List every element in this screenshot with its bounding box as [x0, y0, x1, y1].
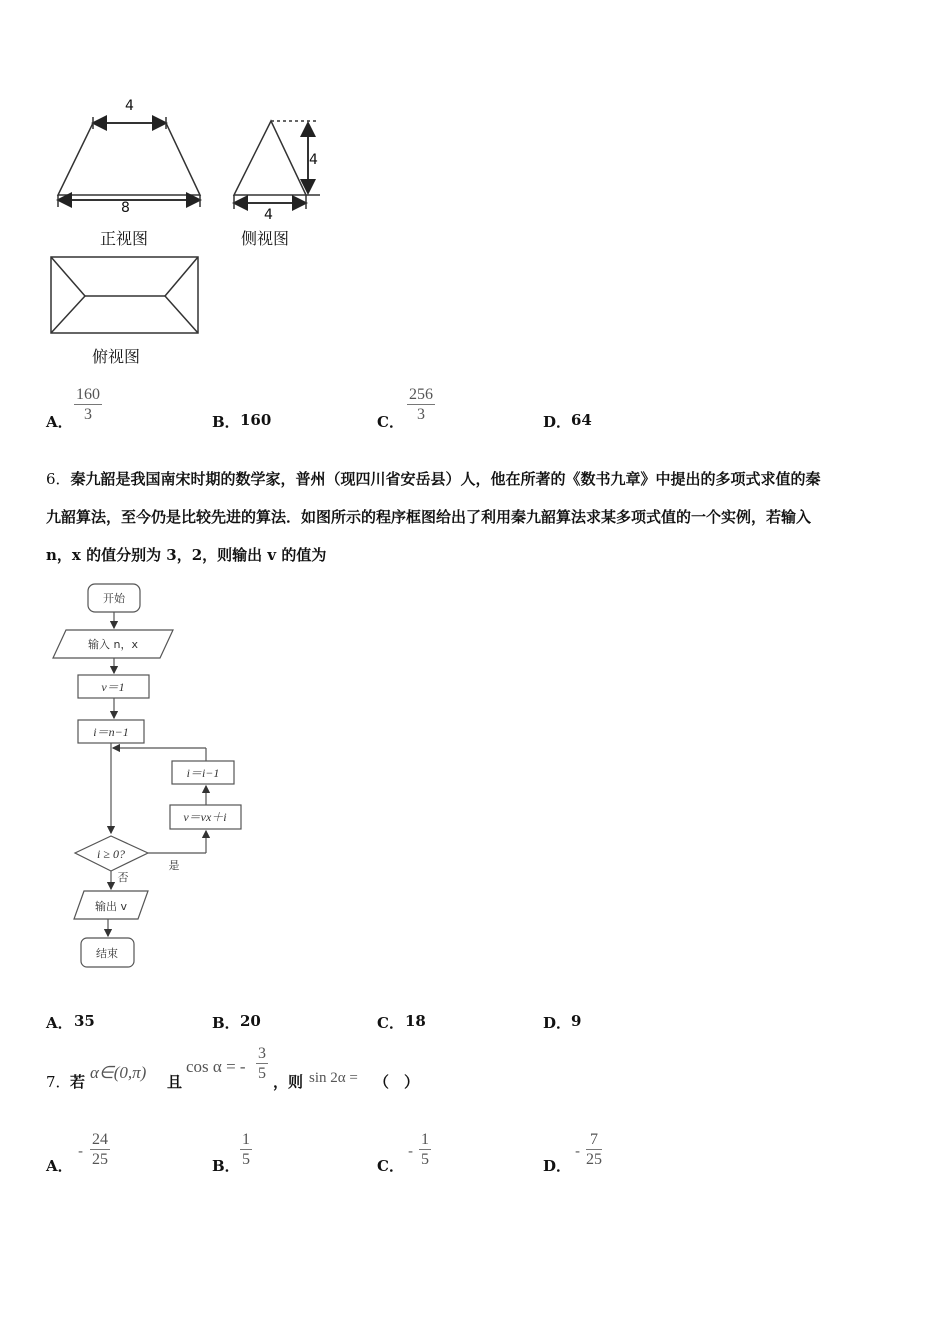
side-view-label: 侧视图	[241, 229, 290, 248]
flow-update-v-text: v＝vx＋i	[183, 810, 227, 824]
q7-sin-expr: sin 2α =	[309, 1070, 358, 1086]
dim-side-base-label: 4	[264, 207, 273, 223]
q6-option-d-letter[interactable]: D．	[543, 1014, 572, 1032]
flow-assign-v-text: v＝1	[101, 680, 125, 694]
flow-start-text: 开始	[103, 592, 125, 605]
flow-input-text: 输入 n，x	[88, 638, 138, 651]
top-view-label: 俯视图	[92, 347, 141, 366]
q7-option-c-letter[interactable]: C．	[377, 1157, 404, 1175]
q7-option-b-fraction: $\frac{1}{5}$	[242, 1131, 250, 1168]
flow-output-text: 输出 v	[94, 900, 128, 913]
side-view	[234, 121, 320, 209]
top-view	[51, 257, 198, 333]
q7-cos-fraction: $\frac{3}{5}$	[258, 1045, 266, 1082]
q7-number: 7．	[46, 1073, 71, 1091]
q6-stem	[46, 460, 821, 574]
q6-option-a-value: 35	[74, 1012, 95, 1030]
q7-option-c-sign: -	[408, 1142, 414, 1160]
q7-option-c-fraction: $\frac{1}{5}$	[421, 1131, 429, 1168]
flow-assign-i-text: i＝n−1	[93, 725, 129, 739]
flow-no-label: 否	[117, 871, 129, 884]
q6-option-c-value: 18	[405, 1012, 426, 1030]
flowchart	[48, 580, 258, 975]
q6-option-c-letter[interactable]: C．	[377, 1014, 404, 1032]
q7-qie: 且	[167, 1073, 183, 1091]
q6-number: 6．	[46, 470, 71, 488]
dim-bottom-label: 8	[121, 200, 130, 216]
q7-option-d-letter[interactable]: D．	[543, 1157, 572, 1175]
q5-option-d-letter[interactable]: D．	[543, 413, 572, 431]
q6-option-d-value: 9	[571, 1012, 582, 1030]
flow-end-text: 结束	[96, 947, 118, 960]
q6-option-b-value: 20	[240, 1012, 261, 1030]
q6-option-a-letter[interactable]: A．	[46, 1014, 73, 1032]
q7-cos-expr: cos α = -	[186, 1057, 246, 1076]
front-view-label: 正视图	[100, 229, 149, 248]
q7-option-d-fraction: $\frac{7}{25}$	[586, 1131, 602, 1168]
q7-option-a-fraction: $\frac{24}{25}$	[92, 1131, 108, 1168]
q7-ruo: 若	[70, 1073, 86, 1091]
q5-option-b-value: 160	[240, 411, 272, 429]
q7-option-a-sign: -	[78, 1142, 84, 1160]
q7-option-a-letter[interactable]: A．	[46, 1157, 73, 1175]
q7-ze: ，则	[273, 1073, 304, 1091]
three-view-figure	[40, 95, 340, 375]
q6-line-3: n，x 的值分别为 3，2，则输出 v 的值为	[46, 546, 327, 564]
q7-answer-paren: （ ）	[374, 1073, 420, 1091]
q7-option-d-sign: -	[575, 1142, 581, 1160]
q7-alpha-in: α∈(0,π)	[90, 1063, 147, 1082]
q7-option-b-letter[interactable]: B．	[212, 1157, 240, 1175]
q5-option-b-letter[interactable]: B．	[212, 413, 240, 431]
flow-decrement-i-text: i＝i−1	[186, 766, 220, 780]
q5-option-a-fraction: $\frac{160}{3}$	[76, 386, 100, 423]
flow-condition-text: i ≥ 0?	[97, 847, 125, 861]
flow-yes-label: 是	[168, 859, 180, 872]
q6-line-1: 秦九韶是我国南宋时期的数学家，普州（现四川省安岳县）人，他在所著的《数书九章》中提出的多项式求值的秦	[70, 470, 821, 488]
q6-option-b-letter[interactable]: B．	[212, 1014, 240, 1032]
front-view	[58, 117, 200, 207]
q5-option-c-fraction: $\frac{256}{3}$	[409, 386, 433, 423]
q5-option-a-letter[interactable]: A．	[46, 413, 73, 431]
q5-option-d-value: 64	[571, 411, 592, 429]
dim-height-label: 4	[309, 152, 318, 168]
q6-line-2: 九韶算法，至今仍是比较先进的算法．如图所示的程序框图给出了利用秦九韶算法求某多项式值的一个实例，若输入	[46, 508, 812, 526]
q5-option-c-letter[interactable]: C．	[377, 413, 404, 431]
dim-top-label: 4	[125, 98, 134, 114]
